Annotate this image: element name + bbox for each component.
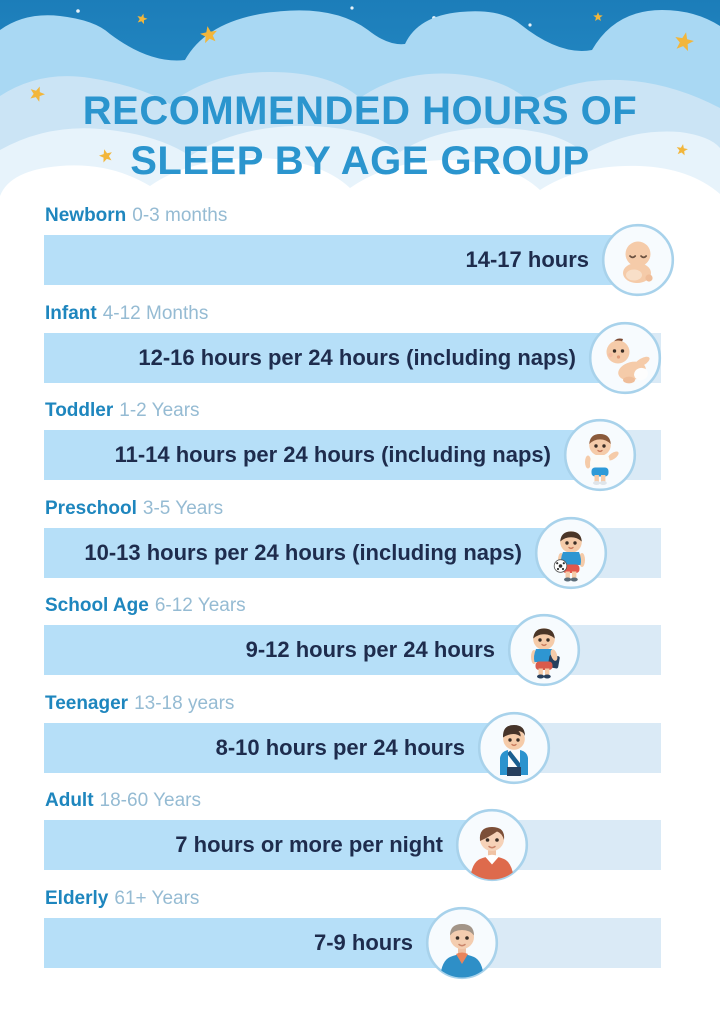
sleep-hours-value: 8-10 hours per 24 hours (215, 735, 465, 760)
age-range-label: 3-5 Years (142, 498, 224, 519)
toddler-icon (563, 418, 637, 492)
age-range-label: 6-12 Years (154, 595, 246, 616)
sleep-row-adult (44, 790, 694, 886)
adult-icon (455, 808, 529, 882)
sleep-row-teenager (44, 693, 694, 789)
sleep-row-infant (44, 303, 694, 399)
sleep-hours-value: 10-13 hours per 24 hours (including naps) (84, 540, 522, 565)
age-group-label: Elderly (45, 888, 109, 909)
newborn-icon (601, 223, 675, 297)
sleep-row-preschool (44, 498, 694, 594)
sleep-bar (44, 333, 625, 383)
elderly-icon (425, 906, 499, 980)
sleep-hours-value: 7 hours or more per night (175, 832, 443, 857)
sleep-bar (44, 528, 571, 578)
page-title (0, 86, 720, 186)
age-group-label: School Age (45, 595, 149, 616)
sleep-hours-value: 9-12 hours per 24 hours (245, 637, 495, 662)
school-age-icon (507, 613, 581, 687)
age-group-label: Toddler (45, 400, 114, 421)
sleep-bar (44, 918, 462, 968)
sleep-hours-value: 12-16 hours per 24 hours (including naps) (138, 345, 576, 370)
age-group-label: Adult (45, 790, 94, 811)
page-title-line2: SLEEP BY AGE GROUP (130, 139, 590, 183)
sleep-hours-value: 14-17 hours (465, 247, 589, 272)
age-group-label: Preschool (45, 498, 137, 519)
age-range-label: 18-60 Years (99, 790, 201, 811)
sleep-bar (44, 820, 492, 870)
sleep-row-school-age (44, 595, 694, 691)
preschool-icon (534, 516, 608, 590)
age-group-label: Teenager (45, 693, 129, 714)
sleep-bar (44, 625, 544, 675)
sleep-row-newborn (44, 205, 694, 301)
age-range-label: 13-18 years (134, 693, 235, 714)
sleep-bar (44, 723, 514, 773)
sleep-bar (44, 430, 600, 480)
age-group-label: Newborn (45, 205, 127, 226)
age-range-label: 1-2 Years (119, 400, 200, 421)
page-title-line1: RECOMMENDED HOURS OF (82, 89, 638, 133)
age-range-label: 0-3 months (132, 205, 228, 226)
sleep-bar (44, 235, 638, 285)
sleep-hours-value: 11-14 hours per 24 hours (including naps) (114, 442, 551, 467)
age-group-label: Infant (45, 303, 97, 324)
teenager-icon (477, 711, 551, 785)
infant-icon (588, 321, 662, 395)
sleep-row-elderly (44, 888, 694, 984)
sleep-hours-value: 7-9 hours (313, 930, 413, 955)
age-range-label: 61+ Years (114, 888, 200, 909)
age-range-label: 4-12 Months (102, 303, 209, 324)
sleep-row-toddler (44, 400, 694, 496)
